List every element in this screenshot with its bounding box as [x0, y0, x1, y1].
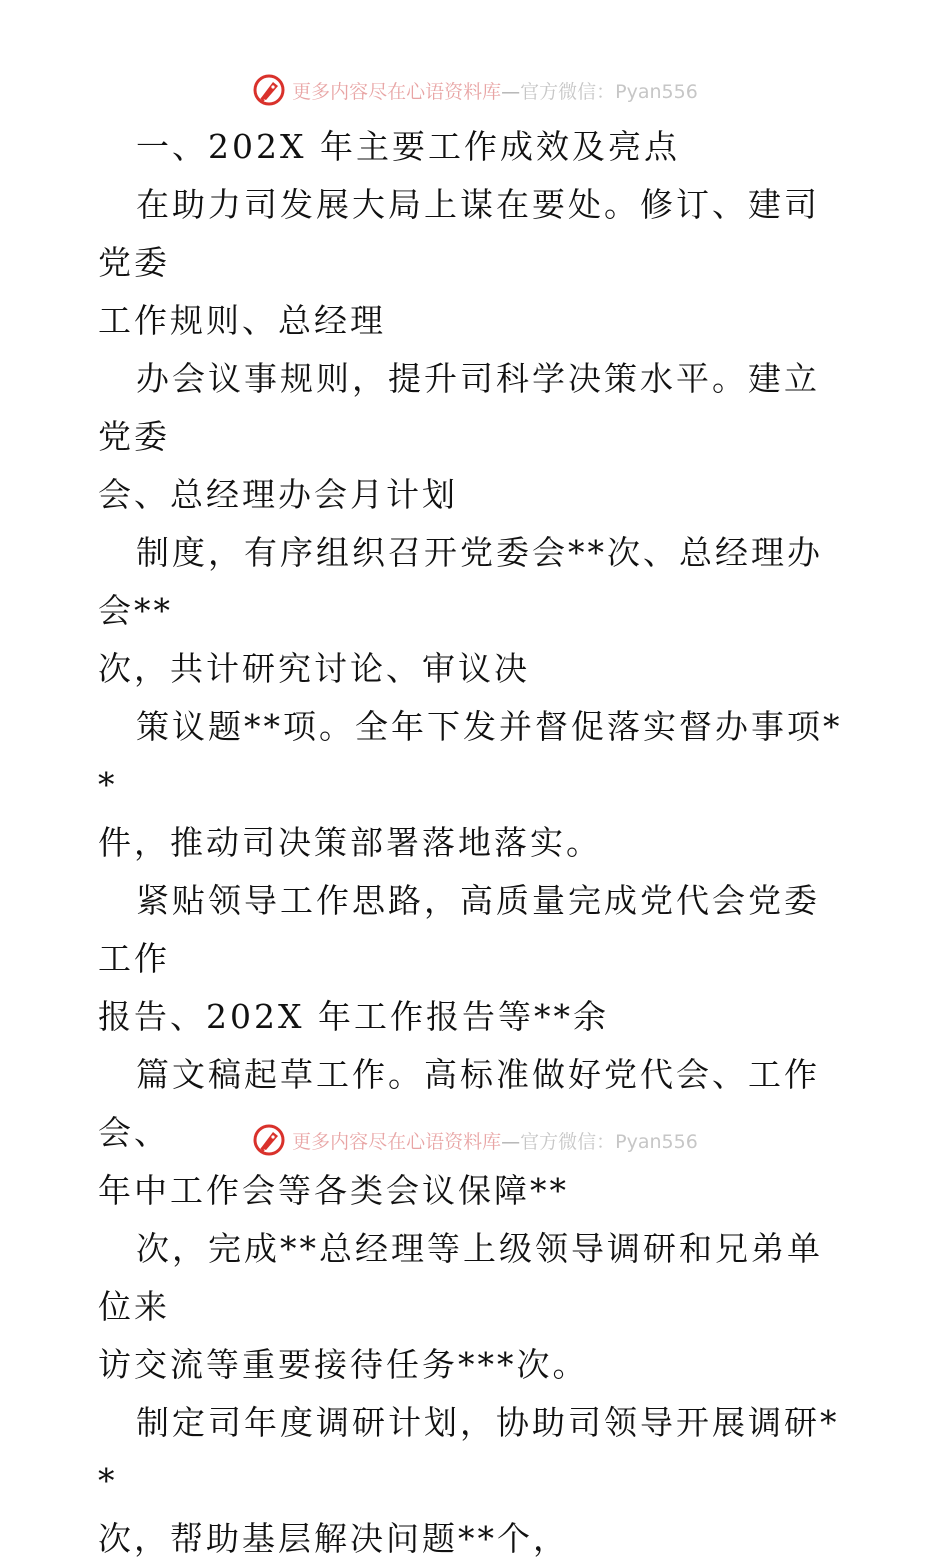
paragraph-line: 次，共计研究讨论、审议决	[98, 649, 530, 688]
paragraph-line: 办会议事规则，提升司科学决策水平。建立党委	[98, 359, 820, 456]
paragraph-line: 工作规则、总经理	[98, 301, 386, 340]
pen-nib-circle-icon	[252, 1123, 286, 1157]
watermark-text	[292, 1127, 698, 1154]
footer-watermark	[0, 1120, 950, 1160]
paragraph-line: 会、总经理办会月计划	[98, 475, 458, 514]
paragraph-line: 次，帮助基层解决问题**个，	[98, 1519, 569, 1558]
heading-text: 一、202X 年主要工作成效及亮点	[136, 127, 680, 166]
paragraph	[98, 176, 853, 350]
document-body	[98, 118, 853, 1568]
paragraph-line: 制定司年度调研计划，协助司领导开展调研**	[98, 1403, 840, 1500]
paragraph-line: 年中工作会等各类会议保障**	[98, 1171, 569, 1210]
watermark-sub-text: 官方微信：Pyan556	[520, 1130, 698, 1153]
paragraph-line: 制度，有序组织召开党委会**次、总经理办会**	[98, 533, 823, 630]
paragraph-line: 件，推动司决策部署落地落实。	[98, 823, 602, 862]
paragraph-line: 紧贴领导工作思路，高质量完成党代会党委工作	[98, 881, 820, 978]
paragraph-line: 在助力司发展大局上谋在要处。修订、建司党委	[98, 185, 820, 282]
paragraph-line: 报告、202X 年工作报告等**余	[98, 997, 609, 1036]
pen-nib-circle-icon	[252, 73, 286, 107]
paragraph	[98, 872, 853, 1046]
paragraph	[98, 350, 853, 524]
watermark-separator: —	[501, 1130, 521, 1153]
paragraph-line: 次，完成**总经理等上级领导调研和兄弟单位来	[98, 1229, 823, 1326]
paragraph-line: 策议题**项。全年下发并督促落实督办事项**	[98, 707, 843, 804]
paragraph-line: 篇文稿起草工作。高标准做好党代会、工作会、	[98, 1055, 820, 1152]
paragraph	[98, 524, 853, 698]
paragraph	[98, 1394, 853, 1568]
section-heading	[98, 118, 853, 176]
watermark-main-text: 更多内容尽在心语资料库	[292, 1130, 502, 1153]
paragraph	[98, 1220, 853, 1394]
watermark-separator: —	[501, 80, 521, 103]
watermark-sub-text: 官方微信：Pyan556	[520, 80, 698, 103]
watermark-main-text: 更多内容尽在心语资料库	[292, 80, 502, 103]
header-watermark	[0, 70, 950, 110]
paragraph	[98, 698, 853, 872]
watermark-text	[292, 77, 698, 104]
paragraph-line: 访交流等重要接待任务***次。	[98, 1345, 589, 1384]
